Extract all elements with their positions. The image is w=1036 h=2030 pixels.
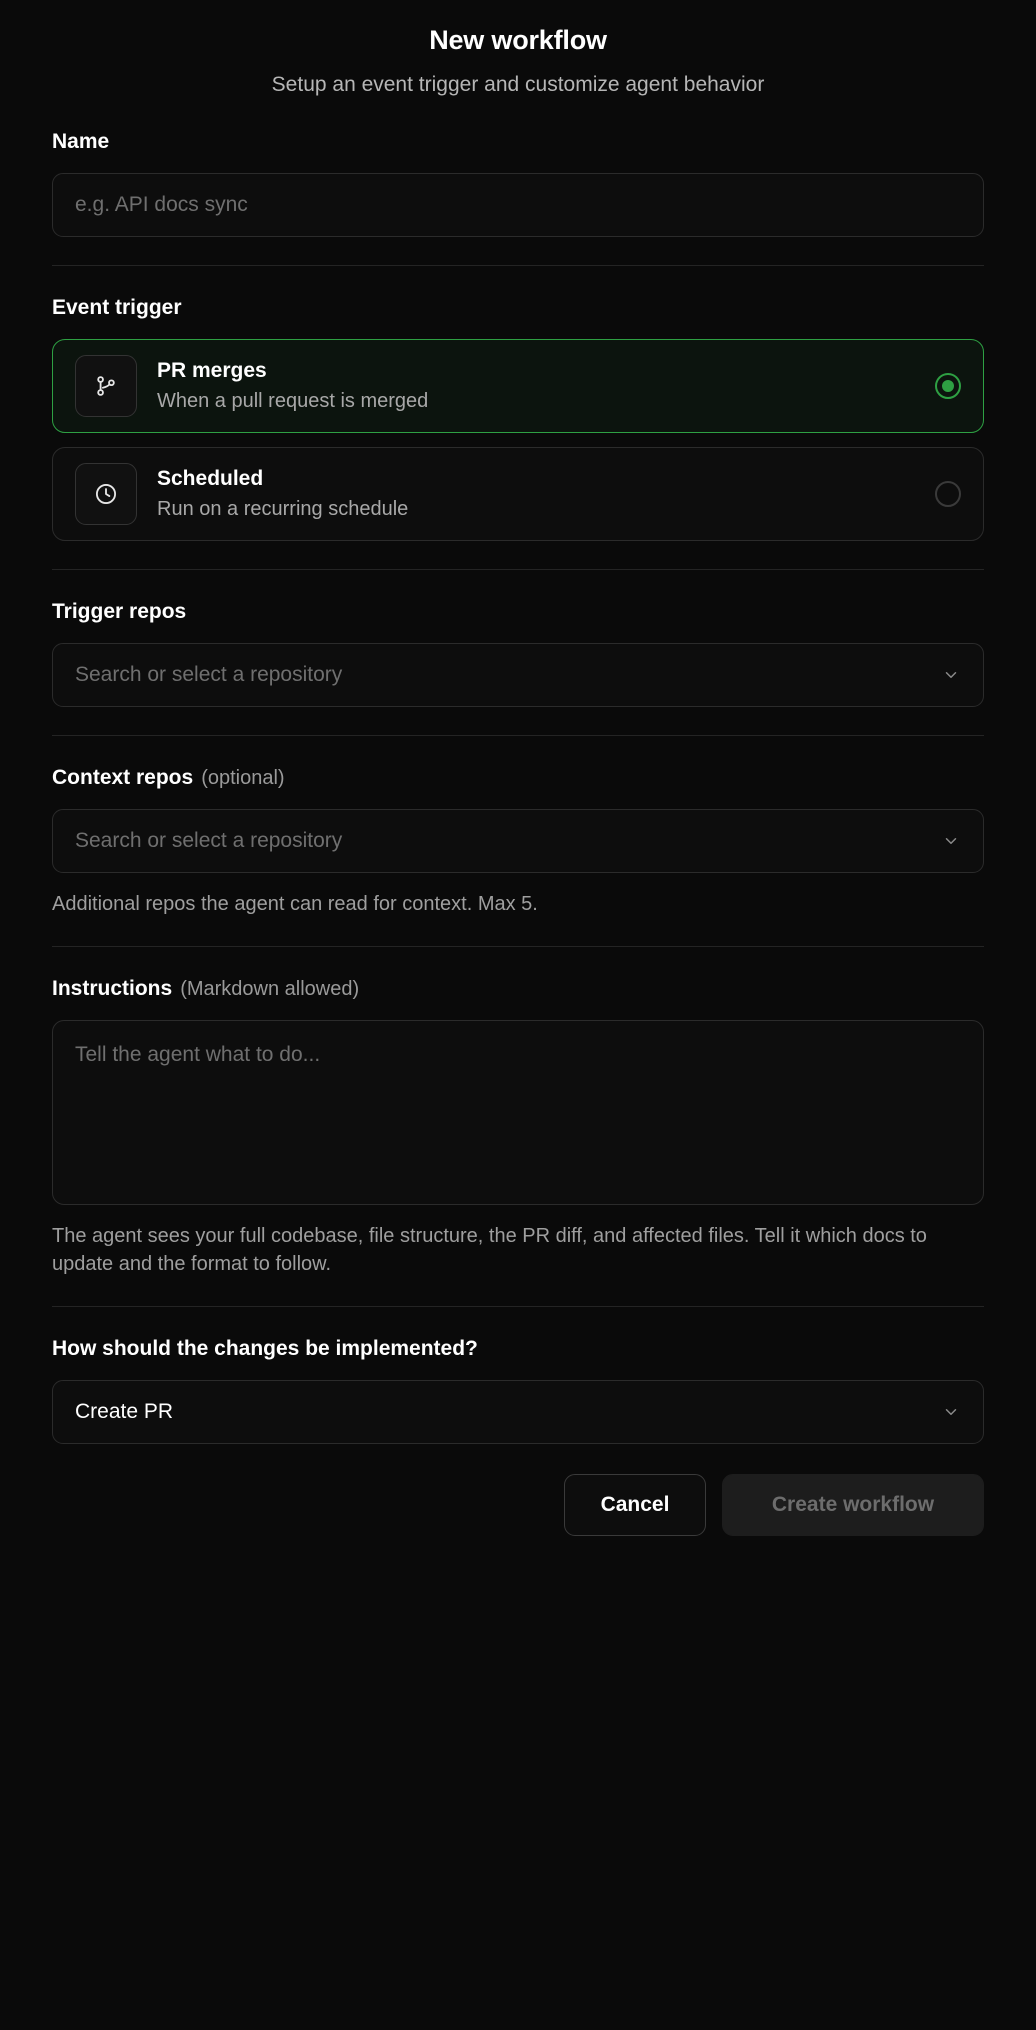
trigger-option-pr-merges-text xyxy=(157,358,935,414)
context-repos-placeholder: Search or select a repository xyxy=(75,829,343,852)
git-branch-icon xyxy=(75,355,137,417)
implementation-label: How should the changes be implemented? xyxy=(52,1337,478,1360)
trigger-repos-label: Trigger repos xyxy=(52,600,187,623)
implementation-section xyxy=(52,1307,984,1444)
event-trigger-label: Event trigger xyxy=(52,296,182,319)
trigger-option-pr-merges[interactable] xyxy=(52,339,984,433)
cancel-button[interactable]: Cancel xyxy=(564,1474,706,1536)
instructions-label-row xyxy=(52,975,984,1003)
chevron-down-icon xyxy=(941,1402,961,1422)
dialog-footer xyxy=(52,1474,984,1572)
trigger-repos-placeholder: Search or select a repository xyxy=(75,663,343,686)
context-repos-label-row xyxy=(52,764,984,792)
name-section xyxy=(52,100,984,237)
instructions-section xyxy=(52,947,984,1278)
context-repos-section xyxy=(52,736,984,918)
context-repos-label: Context repos xyxy=(52,766,194,789)
event-trigger-label-row xyxy=(52,294,984,322)
dialog-subtitle: Setup an event trigger and customize agent behavior xyxy=(271,73,765,96)
name-input[interactable] xyxy=(52,173,984,237)
trigger-repos-label-row xyxy=(52,598,984,626)
trigger-option-scheduled-text xyxy=(157,466,935,522)
trigger-option-scheduled[interactable] xyxy=(52,447,984,541)
chevron-down-icon xyxy=(941,831,961,851)
instructions-textarea[interactable] xyxy=(52,1020,984,1205)
instructions-label: Instructions xyxy=(52,977,173,1000)
instructions-placeholder: Tell the agent what to do... xyxy=(75,1043,321,1066)
context-repos-optional-tag: (optional) xyxy=(201,767,285,789)
trigger-option-pr-merges-name: PR merges xyxy=(157,359,267,382)
context-repos-select[interactable] xyxy=(52,809,984,873)
chevron-down-icon xyxy=(941,665,961,685)
trigger-option-scheduled-radio[interactable] xyxy=(935,481,961,507)
clock-icon xyxy=(75,463,137,525)
trigger-repos-select[interactable] xyxy=(52,643,984,707)
trigger-option-pr-merges-radio[interactable] xyxy=(935,373,961,399)
trigger-option-pr-merges-description: When a pull request is merged xyxy=(157,390,429,412)
name-label-row xyxy=(52,128,984,156)
event-trigger-options xyxy=(52,339,984,541)
instructions-markdown-tag: (Markdown allowed) xyxy=(180,978,360,1000)
trigger-option-scheduled-description: Run on a recurring schedule xyxy=(157,498,409,520)
dialog-title: New workflow xyxy=(429,25,607,55)
instructions-helper-text: The agent sees your full codebase, file structure, the PR diff, and affected files. Tell it which docs to update and the format to follow. xyxy=(52,1225,927,1275)
dialog-header xyxy=(52,0,984,100)
context-repos-helper-text: Additional repos the agent can read for context. Max 5. xyxy=(52,893,538,915)
name-input-placeholder: e.g. API docs sync xyxy=(75,193,248,216)
implementation-label-row xyxy=(52,1335,984,1363)
trigger-repos-section xyxy=(52,570,984,707)
event-trigger-section xyxy=(52,266,984,541)
implementation-selected-value: Create PR xyxy=(75,1400,174,1423)
trigger-option-scheduled-name: Scheduled xyxy=(157,467,264,490)
implementation-select[interactable] xyxy=(52,1380,984,1444)
create-workflow-button[interactable]: Create workflow xyxy=(722,1474,984,1536)
name-label: Name xyxy=(52,130,110,153)
